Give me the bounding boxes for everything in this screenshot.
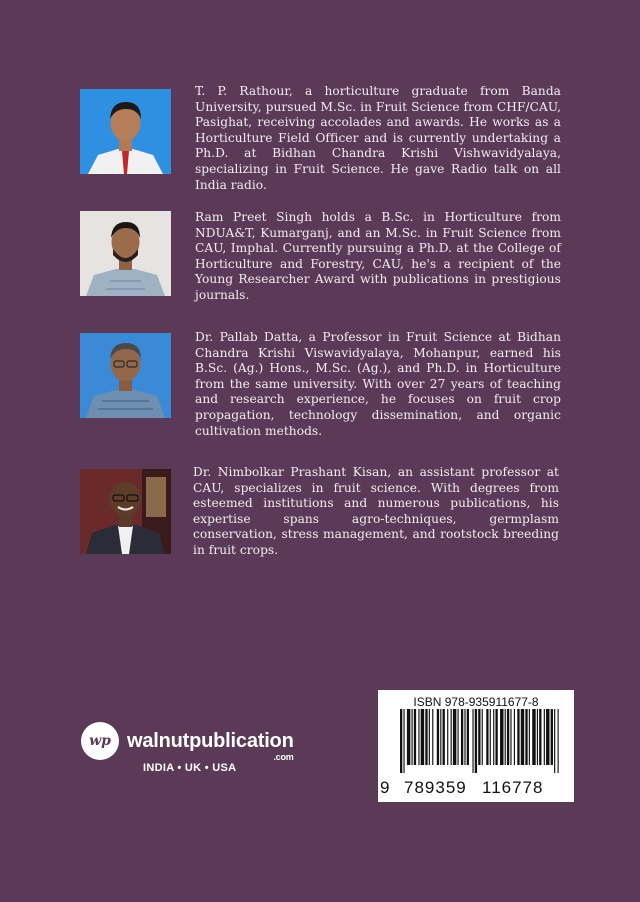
barcode-bar [495, 709, 497, 765]
barcode-bar [421, 709, 424, 765]
publisher-domain: .com [273, 751, 294, 762]
barcode-bar [500, 709, 503, 765]
author-bio-2: Ram Preet Singh holds a B.Sc. in Horticulture from NDUA&T, Kumarganj, and an M.Sc. in Fruit Science from CAU, Imphal. Currently pursuing a Ph.D. at the College of Horticulture and Forestry, CAU, he's a recipient of the Young Researcher Award with publications in prestigious journals. [195, 210, 561, 302]
barcode-bar [537, 709, 538, 765]
author-photo-3 [80, 333, 171, 418]
barcode-bar [447, 709, 448, 765]
barcode-bar [458, 709, 459, 765]
author-photo-4 [80, 469, 171, 554]
publisher-name [127, 729, 294, 762]
barcode-bar [429, 709, 430, 765]
publisher-countries: INDIA • UK • USA [143, 762, 237, 774]
barcode-bar [437, 709, 439, 765]
author-photo-1 [80, 89, 171, 174]
barcode-bar [472, 709, 473, 773]
barcode-bar [418, 709, 419, 765]
barcode-bar [403, 709, 404, 773]
barcode-bar [514, 709, 515, 765]
barcode-bar [453, 709, 456, 765]
publisher-name-text: walnutpublication [127, 729, 294, 752]
isbn-label: ISBN 978-935911677-8 [413, 695, 539, 709]
author-bio-3: Dr. Pallab Datta, a Professor in Fruit Science at Bidhan Chandra Krishi Viswavidyalaya, Mohanpur, earned his B.Sc. (Ag.) Hons., M.Sc. (Ag.), and Ph.D. in Horticulture from the same university. With over 27 years of teaching and research experience, he focuses on fruit crop propagation, technology dissemination, and organic cultivation methods. [195, 330, 561, 438]
barcode-bar [490, 709, 491, 765]
barcode-bar [486, 709, 488, 765]
author-photo-2 [80, 211, 171, 296]
barcode-bar [432, 709, 433, 765]
barcode-bar [517, 709, 519, 765]
barcode-bar [525, 709, 527, 765]
barcode-bar [400, 709, 402, 773]
barcode-left-digits: 789359 [404, 778, 467, 797]
barcode-bar [505, 709, 506, 765]
barcode-bar [407, 709, 410, 765]
barcode-bar [521, 709, 524, 765]
barcode-bar [554, 709, 555, 773]
publisher-logo-icon: wp [81, 722, 119, 760]
barcode-bar [467, 709, 469, 765]
barcode-bar [551, 709, 553, 765]
barcode-bar [493, 709, 494, 765]
barcode-bar [539, 709, 541, 765]
barcode-bar [482, 709, 483, 765]
barcode-bar [532, 709, 535, 765]
barcode-bar [425, 709, 427, 765]
barcode-right-digits: 116778 [482, 778, 544, 797]
isbn-barcode [378, 690, 574, 802]
barcode-bar [558, 709, 559, 773]
barcode-bar [443, 709, 445, 765]
barcode-bar [475, 709, 477, 773]
author-bio-1: T. P. Rathour, a horticulture graduate from Banda University, pursued M.Sc. in Fruit Science from CHF/CAU, Pasighat, receiving accolades and awards. He works as a Horticulture Field Officer and is currently undertaking a Ph.D. at Bidhan Chandra Krishi Vishwavidyalaya, specializing in Fruit Science. He gave Radio talk on all India radio. [195, 84, 561, 192]
barcode-bar [412, 709, 413, 765]
author-bio-4: Dr. Nimbolkar Prashant Kisan, an assistant professor at CAU, specializes in fruit science. With degrees from esteemed institutions and numerous publications, his expertise spans agro-techniques, germplasm conservation, stress management, and rootstock breeding in fruit crops. [193, 465, 559, 557]
barcode-bar [464, 709, 465, 765]
barcode-bar [546, 709, 549, 765]
barcode-bar [478, 709, 480, 765]
barcode-bar [440, 709, 441, 765]
barcode-bars [388, 709, 564, 773]
barcode-bar [529, 709, 530, 765]
barcode-bar [451, 709, 452, 765]
barcode-bar [510, 709, 511, 765]
publisher-logo [81, 722, 294, 760]
barcode-bar [414, 709, 416, 765]
barcode-bar [507, 709, 509, 765]
barcode-bar [461, 709, 463, 765]
barcode-bar [544, 709, 545, 765]
barcode-first-digit: 9 [380, 778, 391, 797]
